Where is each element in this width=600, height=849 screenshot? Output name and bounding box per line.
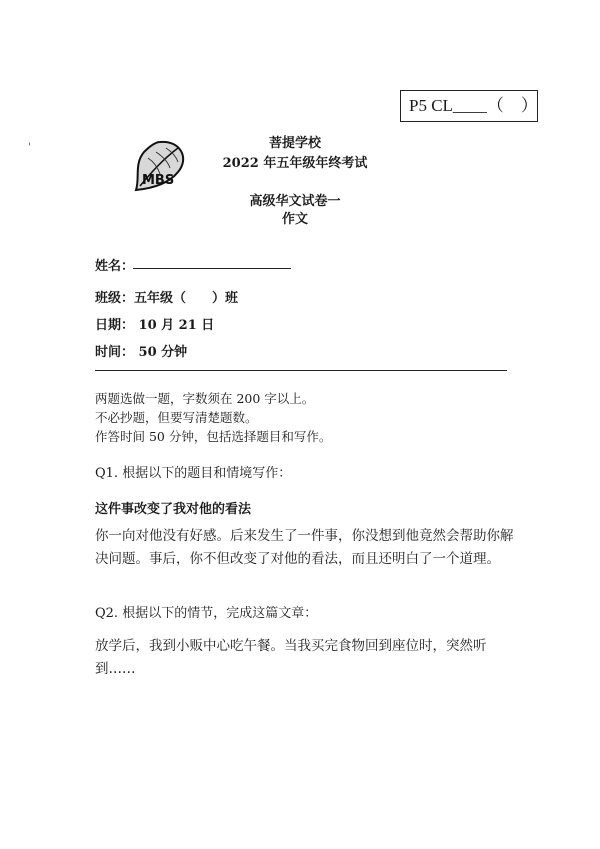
name-answer-line xyxy=(133,268,291,269)
logo-text: MBS xyxy=(142,173,175,188)
q1-scenario: 你一向对他没有好感。后来发生了一件事，你没想到他竟然会帮助你解决问题。事后，你不但改变了对他的看法，而且还明白了一个道理。 xyxy=(95,528,514,567)
name-label: 姓名： xyxy=(95,259,135,274)
q2-scenario: 放学后，我到小贩中心吃午餐。当我买完食物回到座位时，突然听到…… xyxy=(95,638,487,677)
school-name: 菩提学校 xyxy=(268,136,321,151)
stray-mark: ' xyxy=(28,142,31,153)
class-number-box: P5 CL____（ ） xyxy=(400,90,538,122)
q2-prompt: Q2. 根据以下的情节，完成这篇文章： xyxy=(95,606,318,621)
time-field: 时间： 50 分钟 xyxy=(95,345,188,360)
q1-title: 这件事改变了我对他的看法 xyxy=(95,502,252,517)
divider xyxy=(95,370,507,371)
date-field: 日期： 10 月 21 日 xyxy=(95,318,215,333)
school-logo xyxy=(128,138,192,192)
q1-prompt: Q1. 根据以下的题目和情境写作： xyxy=(95,466,292,481)
paper-title: 高级华文试卷一 xyxy=(249,194,341,209)
exam-title: 2022 年五年级年终考试 xyxy=(222,156,368,171)
instruction-line: 不必抄题，但要写清楚题数。 xyxy=(95,410,258,425)
subject-title: 作文 xyxy=(281,212,308,227)
class-field: 班级：五年级（ ）班 xyxy=(95,291,239,306)
instruction-line: 两题选做一题，字数须在 200 字以上。 xyxy=(95,391,315,406)
instruction-line: 作答时间 50 分钟，包括选择题目和写作。 xyxy=(95,429,332,444)
